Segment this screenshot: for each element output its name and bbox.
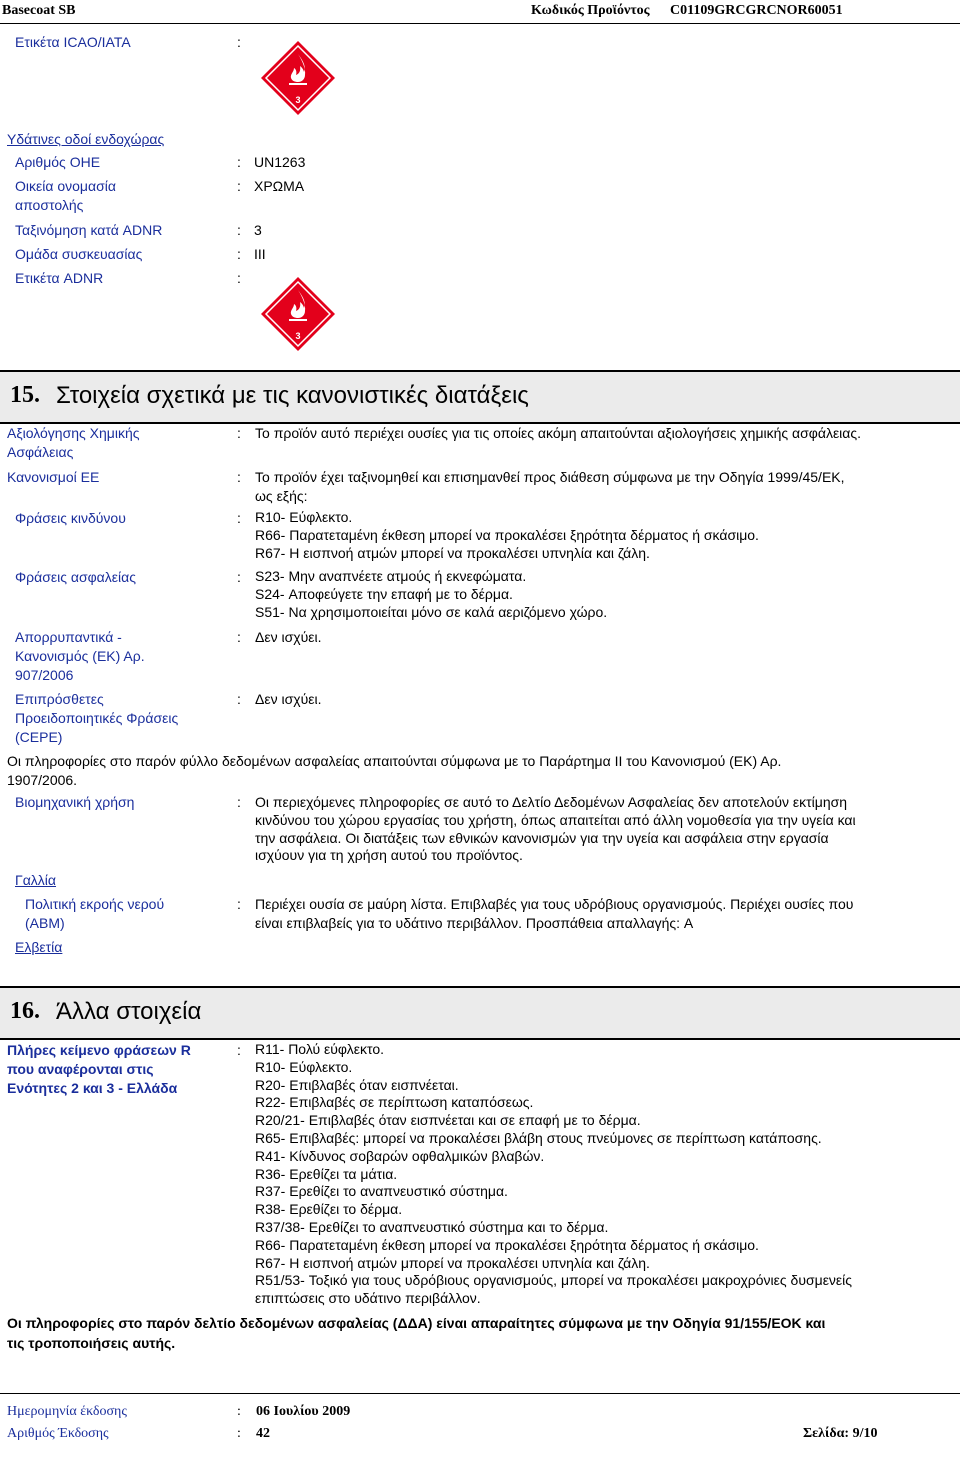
r-phrases-value: R11- Πολύ εύφλεκτο. R10- Εύφλεκτο. R20- Επιβλαβές όταν εισπνέεται. R22- Επιβλαβές σε περίπτωση καταπόσεως. R20/21- Επιβλαβές όταν εισπνέεται και σε επαφή με το δέρμα. R65- Επιβλαβές: μπορεί να προκαλέσει βλάβη στους πνεύμονες σε περίπτωση κατάποσης. R41- Κίνδυνος σοβαρών οφθαλμικών βλαβών. R36- Ερεθίζει τα μάτια. R37- Ερεθίζει το αναπνευστικό σύστημα. R38- Ερεθίζει το δέρμα. R37/38- Ερεθίζει το αναπνευστικό σύστημα και το δέρμα. R66- Παρατεταμένη έκθεση μπορεί να προκαλέσει ξηρότητα δέρματος ή σκάσιμο. R67- Η εισπνοή ατμών μπορεί να προκαλέσει υπνηλία και ζάλη. R51/53- Τοξικό για τους υδρόβιους οργανισμούς, μπορεί να προκαλέσει μακροχρόνιες δυσμενείς επιπτώσεις στο υδάτινο περιβάλλον. xyxy=(255,1041,853,1307)
product-code: C01109GRCGRCNOR60051 xyxy=(670,3,843,18)
cepe-phrases-value: Δεν ισχύει. xyxy=(255,691,322,707)
section-15-header xyxy=(0,370,960,424)
industrial-use-label: Βιομηχανική χρήση xyxy=(15,794,135,810)
issue-date-colon: : xyxy=(237,1404,241,1419)
r-phrases-label: Πλήρες κείμενο φράσεων R που αναφέρονται στις Ενότητες 2 και 3 - Ελλάδα xyxy=(7,1042,191,1096)
issue-date-label: Ημερομηνία έκδοσης xyxy=(7,1404,127,1419)
packing-group-value: III xyxy=(254,246,266,262)
shipping-name-label: Οικεία ονομασία αποστολής xyxy=(15,178,116,213)
cepe-phrases-colon: : xyxy=(237,691,241,707)
directive-note: Οι πληροφορίες στο παρόν δελτίο δεδομένων ασφαλείας (ΔΔΑ) είναι απαραίτητες σύμφωνα με την Οδηγία 91/155/ΕΟΚ και τις τροποποιήσεις αυτής. xyxy=(7,1315,826,1351)
chemical-assessment-value: Το προϊόν αυτό περιέχει ουσίες για τις οποίες ακόμη απαιτούνται αξιολογήσεις χημικής ασφάλειας. xyxy=(255,425,862,441)
adnr-class-value: 3 xyxy=(254,222,262,238)
detergents-regulation-colon: : xyxy=(237,629,241,645)
packing-group-label: Ομάδα συσκευασίας xyxy=(15,246,143,262)
un-number-colon: : xyxy=(237,154,241,170)
detergents-regulation-value: Δεν ισχύει. xyxy=(255,629,322,645)
adnr-class-colon: : xyxy=(237,222,241,238)
safety-phrases-colon: : xyxy=(237,569,241,585)
detergents-regulation-label: Απορρυπαντικά - Κανονισμός (ΕΚ) Αρ. 907/2006 xyxy=(15,629,145,683)
un-number-label: Αριθμός ΟΗΕ xyxy=(15,154,101,170)
version-label: Αριθμός Έκδοσης xyxy=(7,1426,109,1441)
section-15-number: 15. xyxy=(10,382,40,408)
industrial-use-value: Οι περιεχόμενες πληροφορίες σε αυτό το Δελτίο Δεδομένων Ασφαλείας δεν αποτελούν εκτίμηση κινδύνου του χώρου εργασίας του χρήστη, όπως απαιτείται από άλλη νομοθεσία για την υγεία και την ασφάλεια. Οι διατάξεις των εθνικών κανονισμών για την υγεία και ασφάλεια στην εργασία ισχύουν για τη χρήση αυτού του προϊόντος. xyxy=(255,794,856,864)
chemical-assessment-label: Αξιολόγησης Χημικής Ασφάλειας xyxy=(7,425,140,460)
r-phrases-colon: : xyxy=(237,1042,241,1058)
adnr-label-label: Ετικέτα ADNR xyxy=(15,270,104,286)
adnr-class-label: Ταξινόμηση κατά ADNR xyxy=(15,222,163,238)
section-15-title: Στοιχεία σχετικά με τις κανονιστικές διατάξεις xyxy=(56,382,529,409)
header-rule xyxy=(0,23,960,24)
section-16-header xyxy=(0,986,960,1040)
packing-group-colon: : xyxy=(237,246,241,262)
water-discharge-colon: : xyxy=(237,896,241,912)
flammable-liquid-placard-icon xyxy=(260,276,336,355)
shipping-name-value: ΧΡΩΜΑ xyxy=(254,178,305,194)
safety-phrases-value: S23- Μην αναπνέετε ατμούς ή εκνεφώματα. S24- Αποφεύγετε την επαφή με το δέρμα. S51- Να χρησιμοποιείται μόνο σε καλά αεριζόμενο χώρο. xyxy=(255,568,608,620)
water-discharge-label: Πολιτική εκροής νερού (ABM) xyxy=(25,896,165,931)
eu-regulations-label: Κανονισμοί ΕΕ xyxy=(7,469,100,485)
page-number: Σελίδα: 9/10 xyxy=(803,1426,878,1441)
cepe-phrases-label: Επιπρόσθετες Προειδοποιητικές Φράσεις (CEPE) xyxy=(15,691,179,745)
eu-regulations-value: Το προϊόν έχει ταξινομηθεί και επισημανθεί προς διάθεση σύμφωνα με την Οδηγία 1999/45/ΕΚ, ως εξής: xyxy=(255,469,845,504)
issue-date-value: 06 Ιουλίου 2009 xyxy=(256,1404,351,1419)
placard-number: 3 xyxy=(295,95,301,105)
shipping-name-colon: : xyxy=(237,178,241,194)
version-value: 42 xyxy=(256,1426,270,1441)
flammable-liquid-placard-icon xyxy=(260,40,336,119)
placard-number: 3 xyxy=(295,331,301,341)
footer-rule xyxy=(0,1393,960,1394)
version-colon: : xyxy=(237,1426,241,1441)
un-number-value: UN1263 xyxy=(254,154,306,170)
risk-phrases-label: Φράσεις κινδύνου xyxy=(15,510,126,526)
chemical-assessment-colon: : xyxy=(237,425,241,441)
icao-label: Ετικέτα ICAO/IATA xyxy=(15,34,131,50)
risk-phrases-value: R10- Εύφλεκτο. R66- Παρατεταμένη έκθεση μπορεί να προκαλέσει ξηρότητα δέρματος ή σκάσιμο. R67- Η εισπνοή ατμών μπορεί να προκαλέσει υπνηλία και ζάλη. xyxy=(255,509,759,561)
eu-regulations-colon: : xyxy=(237,469,241,485)
icao-colon: : xyxy=(237,34,241,50)
annex-ii-note: Οι πληροφορίες στο παρόν φύλλο δεδομένων ασφαλείας απαιτούνται σύμφωνα με το Παράρτημα ΙΙ του Κανονισμού (ΕΚ) Αρ. 1907/2006. xyxy=(7,753,782,788)
product-name: Basecoat SB xyxy=(2,3,76,18)
safety-phrases-label: Φράσεις ασφαλείας xyxy=(15,569,136,585)
industrial-use-colon: : xyxy=(237,794,241,810)
section-16-title: Άλλα στοιχεία xyxy=(56,998,202,1025)
section-16-number: 16. xyxy=(10,998,40,1024)
inland-title: Υδάτινες οδοί ενδοχώρας xyxy=(7,131,165,147)
switzerland-heading: Ελβετία xyxy=(15,939,63,955)
product-code-label: Κωδικός Προϊόντος xyxy=(531,3,650,18)
france-heading: Γαλλία xyxy=(15,872,57,888)
risk-phrases-colon: : xyxy=(237,510,241,526)
adnr-label-colon: : xyxy=(237,270,241,286)
water-discharge-value: Περιέχει ουσία σε μαύρη λίστα. Επιβλαβές για τους υδρόβιους οργανισμούς. Περιέχει ουσίες που είναι επιβλαβείς για το υδάτινο περιβάλλον. Προσπάθεια απαλλαγής: A xyxy=(255,896,854,931)
